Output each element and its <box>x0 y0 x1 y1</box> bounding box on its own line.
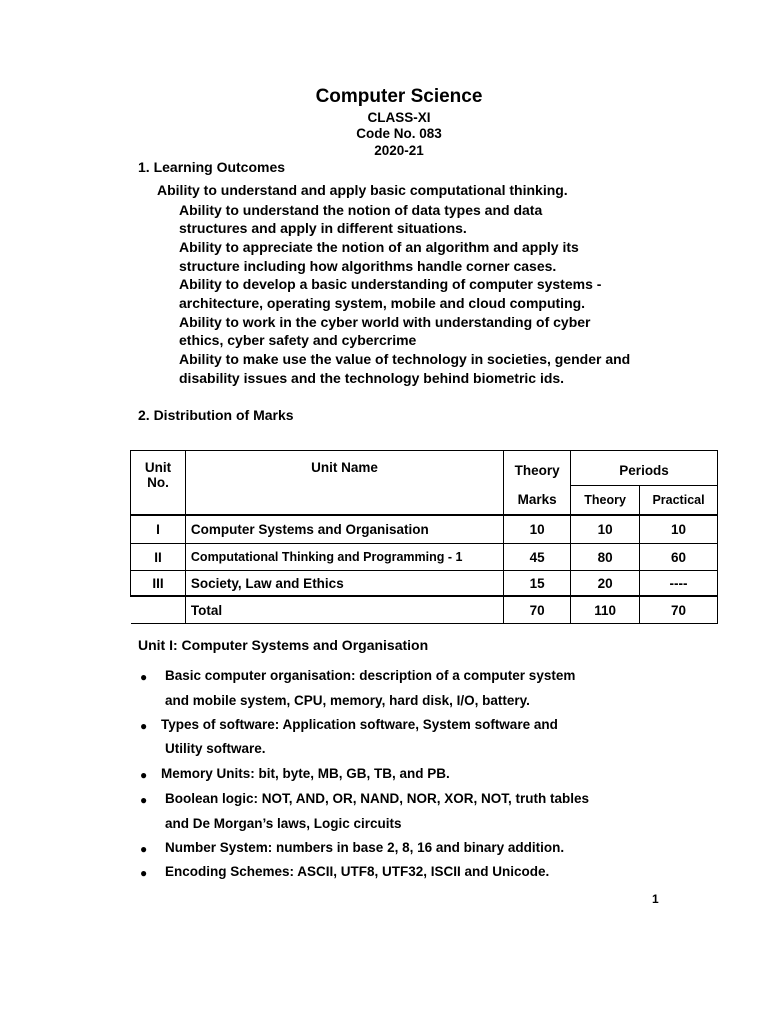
table-row <box>131 515 718 544</box>
year-label: 2020-21 <box>374 143 424 158</box>
outcome-item-cont: structure including how algorithms handle corner cases. <box>179 258 557 274</box>
header-unit-name: Unit Name <box>185 451 503 516</box>
unit1-bullet-item-cont: Utility software. <box>165 741 266 756</box>
code-label: Code No. 083 <box>356 126 442 141</box>
learning-outcomes-heading: 1. Learning Outcomes <box>138 159 286 175</box>
bullet-dot: ● <box>140 866 148 880</box>
cell-unit-no: III <box>131 571 186 597</box>
bullet-dot: ● <box>140 719 148 733</box>
outcome-item-cont: ethics, cyber safety and cybercrime <box>179 332 417 348</box>
outcome-item: Ability to understand the notion of data types and data <box>179 202 543 218</box>
outcome-item-cont: architecture, operating system, mobile and cloud computing. <box>179 295 586 311</box>
outcome-item: Ability to work in the cyber world with understanding of cyber <box>179 314 591 330</box>
header-theory-marks-line1: Theory <box>504 451 571 486</box>
cell-unit-name: Computer Systems and Organisation <box>185 515 503 544</box>
cell-total-label: Total <box>185 596 503 624</box>
outcome-item-cont: disability issues and the technology behind biometric ids. <box>179 370 565 386</box>
unit1-bullet-item: Number System: numbers in base 2, 8, 16 and binary addition. <box>165 840 565 855</box>
header-unit-no-line2: No. <box>147 475 169 490</box>
outcome-item-cont: structures and apply in different situations. <box>179 220 467 236</box>
page-number: 1 <box>652 892 659 906</box>
cell-unit-no: II <box>131 544 186 571</box>
header-unit-no-line1: Unit <box>144 460 172 475</box>
bullet-dot: ● <box>140 842 148 856</box>
cell-theory: 80 <box>571 544 640 571</box>
cell-theory: 20 <box>571 571 640 597</box>
bullet-dot: ● <box>140 793 148 807</box>
class-label: CLASS-XI <box>367 110 431 125</box>
table-row <box>131 544 718 571</box>
marks-table <box>130 450 718 624</box>
unit1-bullet-item: Boolean logic: NOT, AND, OR, NAND, NOR, XOR, NOT, truth tables <box>165 791 590 806</box>
outcome-item: Ability to understand and apply basic computational thinking. <box>157 182 568 198</box>
cell-marks: 10 <box>504 515 571 544</box>
cell-practical: 10 <box>640 515 718 544</box>
cell-unit-no: I <box>131 515 186 544</box>
cell-unit-no <box>131 596 186 624</box>
unit1-bullet-item: Encoding Schemes: ASCII, UTF8, UTF32, ISCII and Unicode. <box>165 864 550 879</box>
cell-practical: ---- <box>640 571 718 597</box>
cell-marks: 45 <box>504 544 571 571</box>
table-header-row-1 <box>131 451 718 486</box>
outcome-item: Ability to make use the value of technology in societies, gender and <box>179 351 631 367</box>
cell-theory: 10 <box>571 515 640 544</box>
unit1-bullet-item-cont: and De Morgan’s laws, Logic circuits <box>165 816 402 831</box>
unit1-bullet-item-cont: and mobile system, CPU, memory, hard disk, I/O, battery. <box>165 693 530 708</box>
bullet-dot: ● <box>140 670 148 684</box>
cell-practical: 60 <box>640 544 718 571</box>
table-row-total <box>131 596 718 624</box>
cell-unit-name: Society, Law and Ethics <box>185 571 503 597</box>
distribution-heading: 2. Distribution of Marks <box>138 407 294 423</box>
unit1-bullet-item: Types of software: Application software, System software and <box>161 717 558 732</box>
unit1-bullet-item: Memory Units: bit, byte, MB, GB, TB, and PB. <box>161 766 450 781</box>
bullet-dot: ● <box>140 768 148 782</box>
unit1-bullet-item: Basic computer organisation: description of a computer system <box>165 668 576 683</box>
cell-unit-name: Computational Thinking and Programming - 1 <box>185 544 503 571</box>
header-theory-marks-line2: Marks <box>504 486 571 515</box>
table-row <box>131 571 718 597</box>
cell-total-practical: 70 <box>640 596 718 624</box>
header-periods-practical: Practical <box>640 486 718 515</box>
cell-marks: 15 <box>504 571 571 597</box>
header-unit-no <box>131 451 186 516</box>
unit1-heading: Unit I: Computer Systems and Organisation <box>138 637 429 653</box>
outcome-item: Ability to develop a basic understanding of computer systems - <box>179 276 602 292</box>
outcome-item: Ability to appreciate the notion of an algorithm and apply its <box>179 239 579 255</box>
document-title: Computer Science <box>315 86 483 107</box>
cell-total-theory: 110 <box>571 596 640 624</box>
header-periods: Periods <box>571 451 718 486</box>
header-periods-theory: Theory <box>571 486 640 515</box>
cell-total-marks: 70 <box>504 596 571 624</box>
